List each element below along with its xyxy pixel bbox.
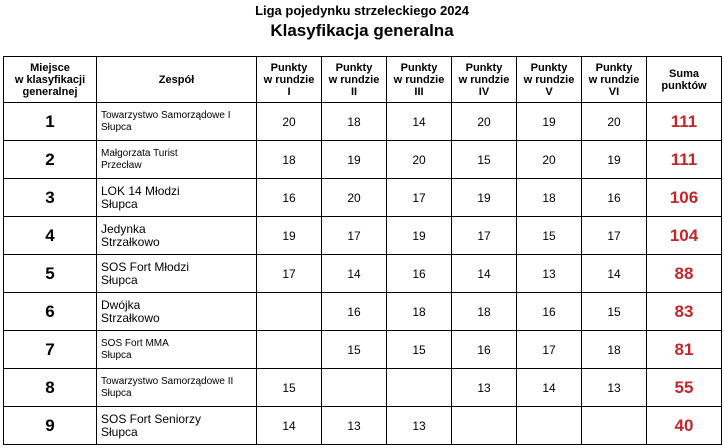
team-town: Strzałkowo [101, 234, 160, 249]
team-town: Strzałkowo [101, 310, 160, 325]
team-name: Dwójka [101, 297, 141, 312]
team-name: SOS Fort Młodzi [101, 259, 190, 274]
header-round-line: Punkty [465, 61, 503, 74]
header-round-line: Punkty [530, 61, 568, 74]
round-3-points: 17 [387, 179, 452, 217]
header-round-line: w rundzie [458, 73, 510, 86]
round-1-points [257, 331, 322, 369]
round-4-points [452, 407, 517, 445]
round-5-points [517, 407, 582, 445]
round-5-points: 18 [517, 179, 582, 217]
table-row [4, 217, 722, 255]
place-cell: 9 [4, 407, 97, 445]
round-2-points: 16 [322, 293, 387, 331]
round-4-points: 19 [452, 179, 517, 217]
round-1-points: 14 [257, 407, 322, 445]
table-row [4, 331, 722, 369]
total-points: 81 [647, 331, 722, 369]
header-round-line: w rundzie [328, 73, 380, 86]
round-4-points: 16 [452, 331, 517, 369]
round-3-points: 18 [387, 293, 452, 331]
round-5-points: 13 [517, 255, 582, 293]
round-6-points: 15 [582, 293, 647, 331]
round-4-points: 20 [452, 103, 517, 141]
round-4-points: 18 [452, 293, 517, 331]
round-4-points: 14 [452, 255, 517, 293]
header-place [4, 57, 97, 103]
table-row [4, 179, 722, 217]
round-5-points: 14 [517, 369, 582, 407]
header-place-line: generalnej [22, 85, 78, 98]
team-town: Przecław [101, 159, 142, 171]
round-2-points: 19 [322, 141, 387, 179]
header-round-2 [322, 57, 387, 103]
round-6-points: 13 [582, 369, 647, 407]
team-town: Słupca [101, 387, 132, 399]
header-round-6 [582, 57, 647, 103]
place-cell: 6 [4, 293, 97, 331]
header-place-line: Miejsce [30, 61, 70, 74]
table-row [4, 255, 722, 293]
round-2-points: 20 [322, 179, 387, 217]
header-round-4 [452, 57, 517, 103]
total-points: 104 [647, 217, 722, 255]
team-name: Towarzystwo Samorządowe II [101, 375, 234, 387]
header-round-1 [257, 57, 322, 103]
round-6-points: 14 [582, 255, 647, 293]
round-5-points: 19 [517, 103, 582, 141]
team-cell [97, 255, 257, 293]
round-1-points: 15 [257, 369, 322, 407]
place-cell: 5 [4, 255, 97, 293]
header-round-line: I [287, 85, 291, 98]
round-1-points: 17 [257, 255, 322, 293]
round-5-points: 17 [517, 331, 582, 369]
team-cell [97, 293, 257, 331]
round-3-points: 19 [387, 217, 452, 255]
round-4-points: 15 [452, 141, 517, 179]
team-name: Małgorzata Turist [101, 147, 178, 159]
total-points: 88 [647, 255, 722, 293]
team-name: Towarzystwo Samorządowe I [101, 109, 231, 121]
header-round-line: w rundzie [263, 73, 315, 86]
team-cell [97, 407, 257, 445]
header-round-5 [517, 57, 582, 103]
team-cell [97, 369, 257, 407]
header-round-line: Punkty [335, 61, 373, 74]
team-town: Słupca [101, 121, 132, 133]
place-cell: 7 [4, 331, 97, 369]
header-round-line: VI [608, 85, 620, 98]
table-row [4, 369, 722, 407]
round-2-points: 14 [322, 255, 387, 293]
round-6-points: 18 [582, 331, 647, 369]
table-row [4, 141, 722, 179]
header-round-line: III [414, 85, 424, 98]
round-4-points: 17 [452, 217, 517, 255]
classification-title: Klasyfikacja generalna [270, 21, 454, 40]
round-2-points: 18 [322, 103, 387, 141]
header-round-line: w rundzie [393, 73, 445, 86]
team-town: Słupca [101, 196, 138, 211]
team-cell [97, 179, 257, 217]
round-2-points: 17 [322, 217, 387, 255]
table-row [4, 103, 722, 141]
team-cell [97, 331, 257, 369]
header-team: Zespół [97, 57, 257, 103]
header-round-line: IV [478, 85, 490, 98]
team-cell [97, 141, 257, 179]
round-4-points: 13 [452, 369, 517, 407]
round-2-points: 15 [322, 331, 387, 369]
round-1-points [257, 293, 322, 331]
standings-table [3, 56, 722, 445]
round-3-points: 14 [387, 103, 452, 141]
round-6-points: 20 [582, 103, 647, 141]
header-round-line: Punkty [270, 61, 308, 74]
round-3-points: 20 [387, 141, 452, 179]
header-round-line: II [350, 85, 358, 98]
header-sum [647, 57, 722, 103]
round-3-points: 15 [387, 331, 452, 369]
header-place-line: w klasyfikacji [14, 73, 86, 86]
header-round-line: Punkty [595, 61, 633, 74]
header-row [4, 57, 722, 103]
total-points: 111 [647, 141, 722, 179]
table-row [4, 293, 722, 331]
header-round-line: V [545, 85, 553, 98]
team-town: Słupca [101, 349, 132, 361]
total-points: 40 [647, 407, 722, 445]
round-3-points: 13 [387, 407, 452, 445]
round-1-points: 20 [257, 103, 322, 141]
place-cell: 3 [4, 179, 97, 217]
place-cell: 2 [4, 141, 97, 179]
header-sum-line: punktów [661, 79, 707, 92]
total-points: 111 [647, 103, 722, 141]
team-town: Słupca [101, 424, 138, 439]
header-round-line: w rundzie [588, 73, 640, 86]
team-name: SOS Fort Seniorzy [101, 411, 202, 426]
team-cell [97, 217, 257, 255]
round-3-points: 16 [387, 255, 452, 293]
round-6-points: 17 [582, 217, 647, 255]
team-name: LOK 14 Młodzi [101, 183, 180, 198]
round-1-points: 16 [257, 179, 322, 217]
header-round-line: w rundzie [523, 73, 575, 86]
total-points: 83 [647, 293, 722, 331]
header-round-line: Punkty [400, 61, 438, 74]
round-2-points [322, 369, 387, 407]
round-5-points: 20 [517, 141, 582, 179]
place-cell: 8 [4, 369, 97, 407]
header-round-3 [387, 57, 452, 103]
round-6-points: 16 [582, 179, 647, 217]
team-cell [97, 103, 257, 141]
team-name: Jedynka [101, 221, 146, 236]
header-sum-line: Suma [669, 67, 699, 80]
place-cell: 4 [4, 217, 97, 255]
round-2-points: 13 [322, 407, 387, 445]
league-title: Liga pojedynku strzeleckiego 2024 [255, 3, 469, 18]
total-points: 55 [647, 369, 722, 407]
round-5-points: 15 [517, 217, 582, 255]
round-6-points: 19 [582, 141, 647, 179]
round-1-points: 19 [257, 217, 322, 255]
table-row [4, 407, 722, 445]
round-1-points: 18 [257, 141, 322, 179]
total-points: 106 [647, 179, 722, 217]
round-3-points [387, 369, 452, 407]
round-5-points: 16 [517, 293, 582, 331]
round-6-points [582, 407, 647, 445]
team-name: SOS Fort MMA [101, 337, 169, 349]
team-town: Słupca [101, 272, 138, 287]
place-cell: 1 [4, 103, 97, 141]
